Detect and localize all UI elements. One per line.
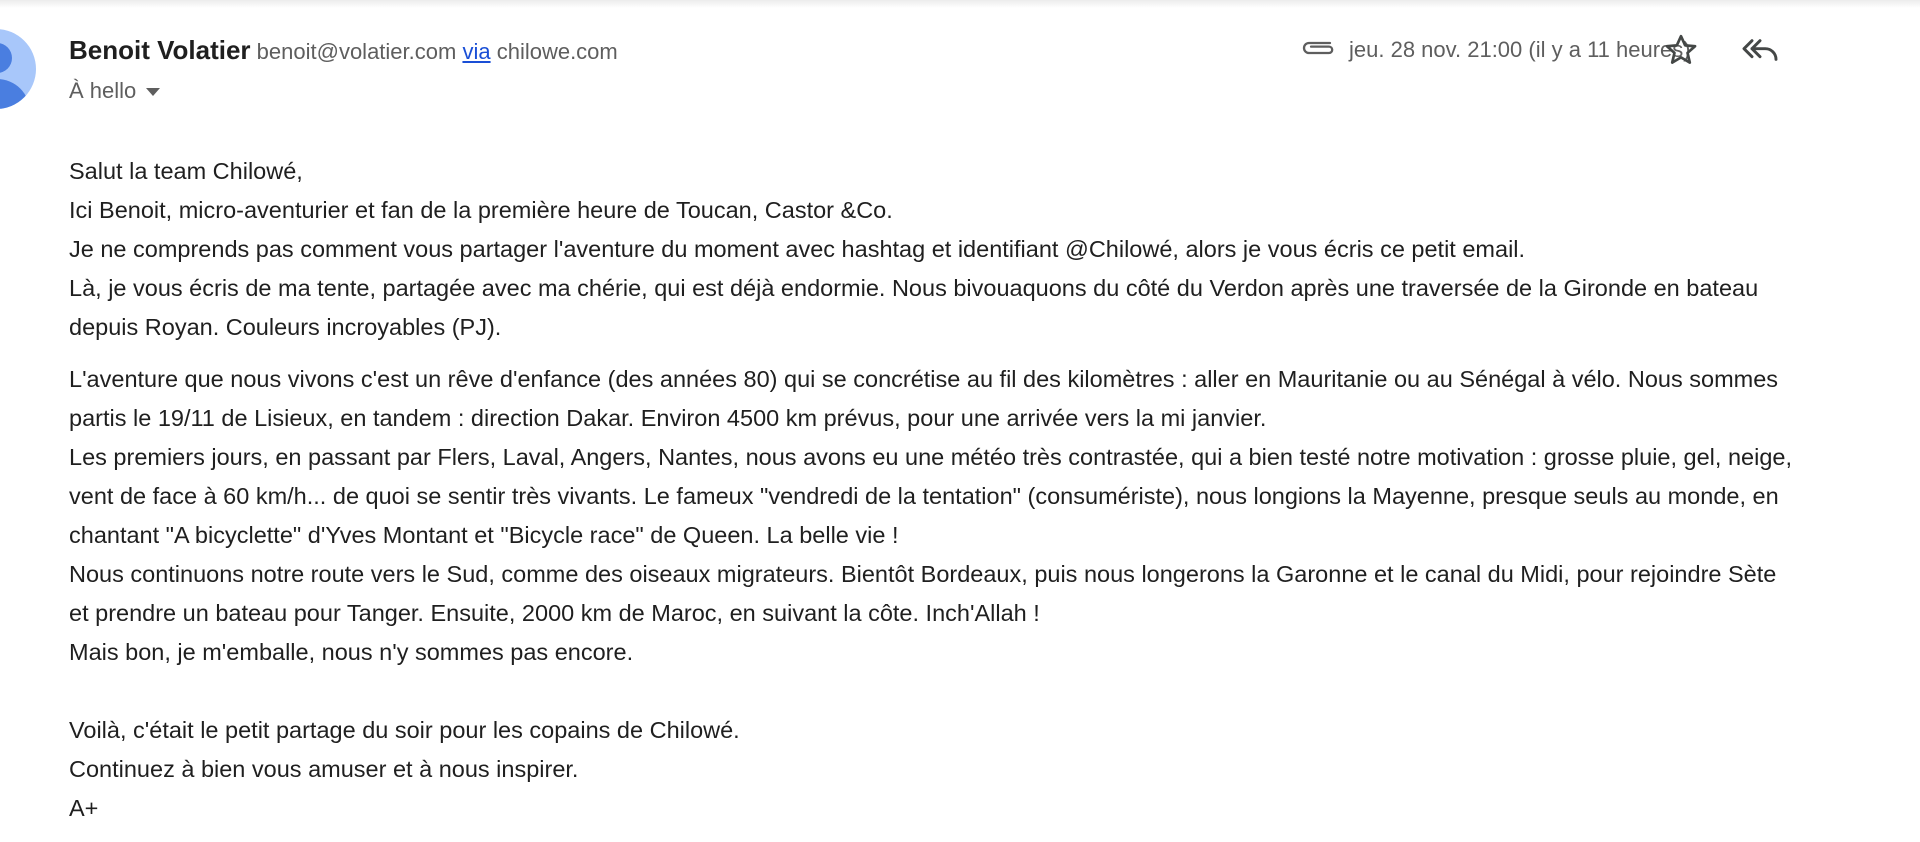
body-line: Voilà, c'était le petit partage du soir pour les copains de Chilowé.: [69, 717, 740, 743]
via-domain: chilowe.com: [496, 39, 618, 64]
avatar-head: [0, 43, 12, 73]
message-date: jeu. 28 nov. 21:00 (il y a 11 heures): [1349, 37, 1691, 62]
message-body: [69, 152, 1920, 828]
body-line: Ici Benoit, micro-aventurier et fan de la première heure de Toucan, Castor &Co.: [69, 197, 893, 223]
recipient-label: À hello: [69, 78, 137, 103]
reply-all-icon[interactable]: [1740, 34, 1780, 66]
paragraph-gap: [69, 347, 1920, 360]
body-line: Là, je vous écris de ma tente, partagée avec ma chérie, qui est déjà endormie. Nous bivouaquons du côté du Verdon après une traversée de la Gironde en bateau: [69, 275, 1759, 301]
header-actions: [1300, 30, 1920, 70]
body-line: depuis Royan. Couleurs incroyables (PJ).: [69, 314, 502, 340]
sender-avatar[interactable]: [0, 29, 36, 109]
sender-email: benoit@volatier.com: [256, 39, 457, 64]
body-line: Nous continuons notre route vers le Sud, comme des oiseaux migrateurs. Bientôt Bordeaux, puis nous longerons la Garonne et le canal du Midi, pour rejoindre Sète: [69, 561, 1777, 587]
recipient-dropdown[interactable]: [69, 75, 160, 107]
body-line: Mais bon, je m'emballe, nous n'y sommes pas encore.: [69, 639, 634, 665]
body-line: Je ne comprends pas comment vous partager l'aventure du moment avec hashtag et identifiant @Chilowé, alors je vous écris ce petit email.: [69, 236, 1526, 262]
star-icon[interactable]: [1663, 32, 1699, 68]
body-line: Les premiers jours, en passant par Flers, Laval, Angers, Nantes, nous avons eu une météo très contrastée, qui a bien testé notre motivation : grosse pluie, gel, neige,: [69, 444, 1792, 470]
top-divider: [0, 0, 1920, 8]
chevron-down-icon: [146, 88, 160, 96]
paperclip-icon: [1300, 36, 1336, 60]
body-line: Continuez à bien vous amuser et à nous inspirer.: [69, 756, 579, 782]
paragraph-gap: [69, 672, 1920, 711]
avatar-shoulders: [0, 79, 30, 109]
via-link[interactable]: via: [462, 39, 491, 64]
sender-name[interactable]: Benoit Volatier: [69, 35, 251, 65]
sender-line: [69, 34, 618, 68]
body-line: L'aventure que nous vivons c'est un rêve d'enfance (des années 80) qui se concrétise au fil des kilomètres : aller en Mauritanie ou au Sénégal à vélo. Nous sommes: [69, 366, 1779, 392]
body-line: A+: [69, 795, 99, 821]
body-line: Salut la team Chilowé,: [69, 158, 303, 184]
body-line: et prendre un bateau pour Tanger. Ensuite, 2000 km de Maroc, en suivant la côte. Inch'Allah !: [69, 600, 1040, 626]
body-line: vent de face à 60 km/h... de quoi se sentir très vivants. Le fameux "vendredi de la tentation" (consumériste), nous longions la Mayenne, presque seuls au monde, en: [69, 483, 1779, 509]
body-line: partis le 19/11 de Lisieux, en tandem : direction Dakar. Environ 4500 km prévus, pour une arrivée vers la mi janvier.: [69, 405, 1267, 431]
body-line: chantant "A bicyclette" d'Yves Montant et "Bicycle race" de Queen. La belle vie !: [69, 522, 899, 548]
